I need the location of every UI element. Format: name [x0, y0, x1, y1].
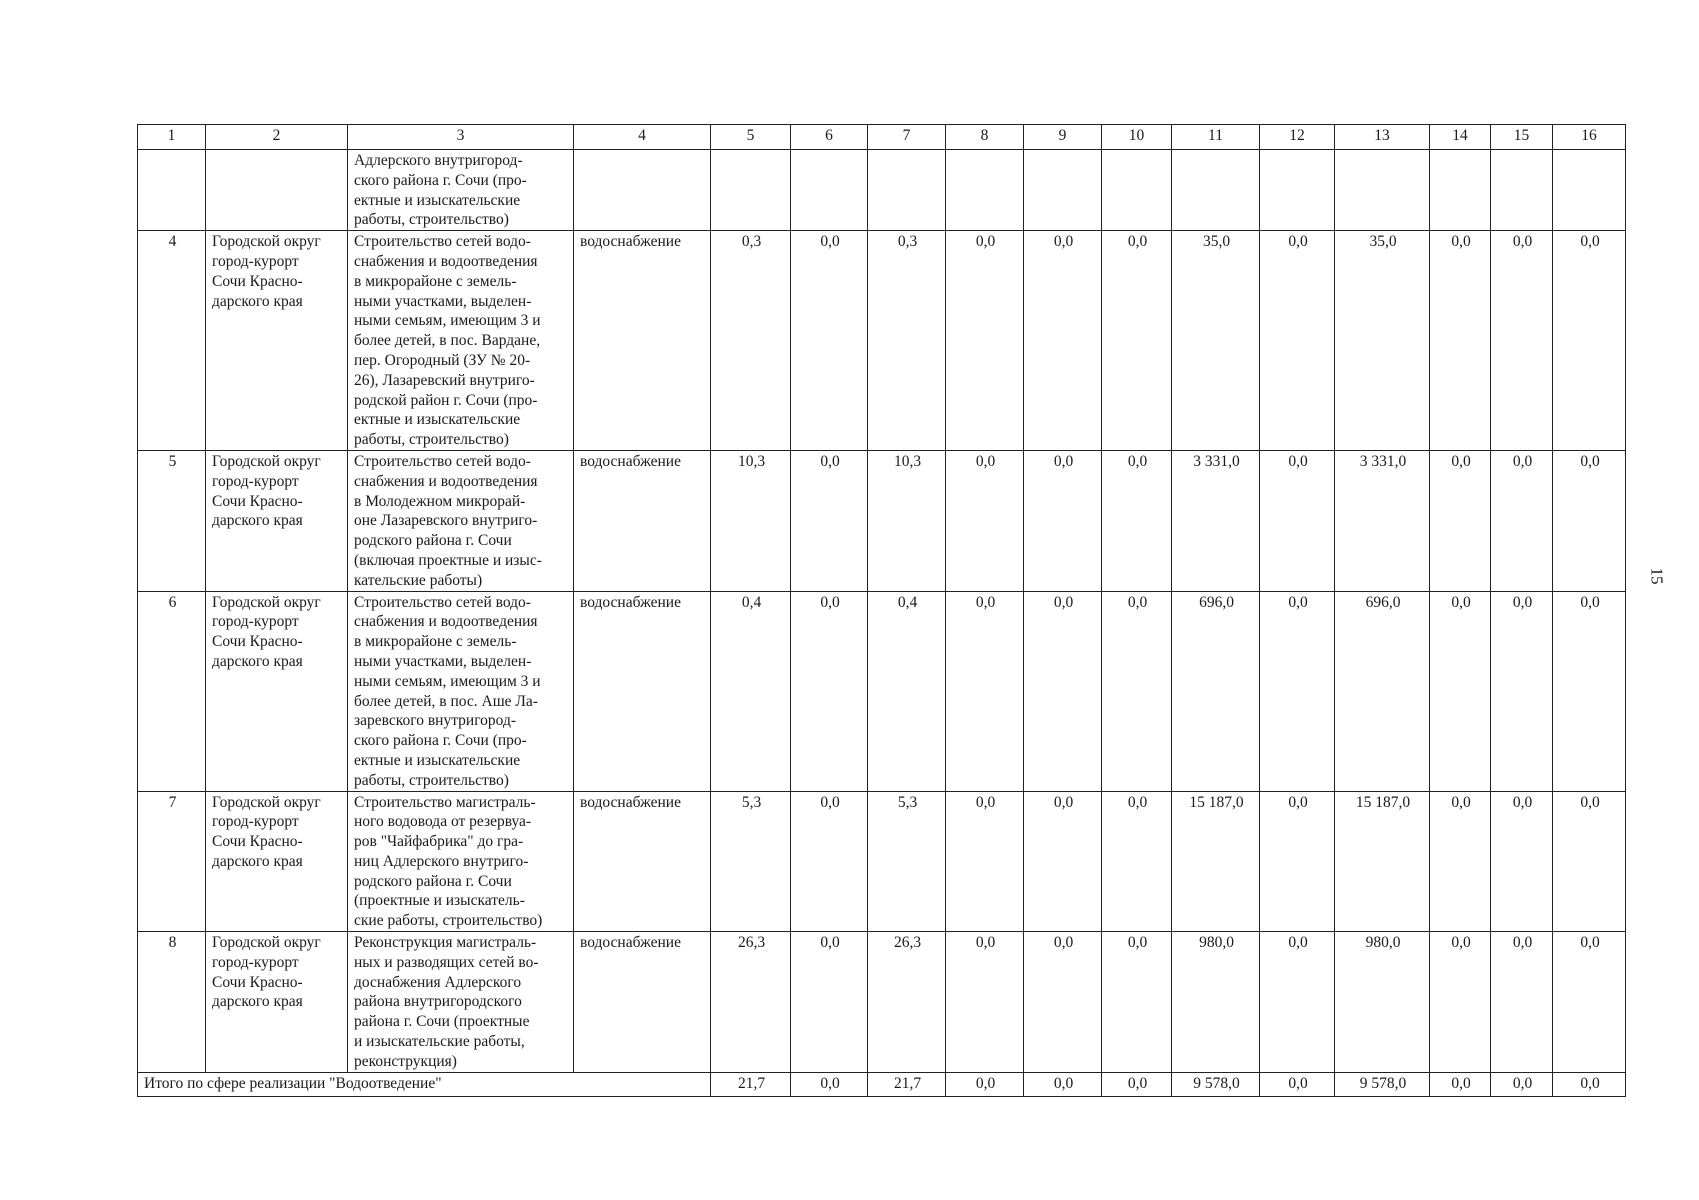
- value-cell: [791, 150, 868, 231]
- organization-cell: Городской округ город-курорт Сочи Красно- дарского края: [206, 591, 348, 791]
- value-cell: 0,0: [791, 450, 868, 591]
- organization-cell: Городской округ город-курорт Сочи Красно- дарского края: [206, 932, 348, 1073]
- value-cell: 15 187,0: [1335, 791, 1430, 932]
- value-cell: 0,0: [946, 791, 1024, 932]
- value-cell: 0,0: [1491, 791, 1553, 932]
- value-cell: 0,0: [1102, 591, 1172, 791]
- column-header: 11: [1172, 125, 1260, 150]
- value-cell: 35,0: [1172, 231, 1260, 451]
- column-header: 9: [1024, 125, 1102, 150]
- total-value-cell: 21,7: [868, 1072, 946, 1096]
- column-header: 4: [574, 125, 711, 150]
- value-cell: 0,0: [946, 450, 1024, 591]
- organization-cell: Городской округ город-курорт Сочи Красно- дарского края: [206, 231, 348, 451]
- value-cell: 35,0: [1335, 231, 1430, 451]
- column-header: 14: [1430, 125, 1491, 150]
- description-cell: Строительство магистраль- ного водовода от резервуа- ров "Чайфабрика" до гра- ниц Адлерского внутриго- родского района г. Сочи (проектные и изыскатель- ские работы, строительство): [348, 791, 574, 932]
- value-cell: 0,0: [1102, 932, 1172, 1073]
- page-number: 15: [1647, 567, 1667, 585]
- value-cell: 0,0: [1024, 231, 1102, 451]
- total-value-cell: 0,0: [791, 1072, 868, 1096]
- column-header: 16: [1553, 125, 1626, 150]
- sphere-cell: [574, 150, 711, 231]
- description-cell: Адлерского внутригород- ского района г. Сочи (про- ектные и изыскательские работы, строительство): [348, 150, 574, 231]
- value-cell: 5,3: [868, 791, 946, 932]
- value-cell: 0,0: [1553, 591, 1626, 791]
- value-cell: 0,0: [1260, 450, 1335, 591]
- total-value-cell: 0,0: [1491, 1072, 1553, 1096]
- column-header: 8: [946, 125, 1024, 150]
- column-header: 7: [868, 125, 946, 150]
- value-cell: 0,0: [791, 231, 868, 451]
- value-cell: 0,0: [946, 231, 1024, 451]
- value-cell: 0,0: [1024, 932, 1102, 1073]
- value-cell: 980,0: [1335, 932, 1430, 1073]
- value-cell: 0,0: [1430, 591, 1491, 791]
- value-cell: 0,0: [1491, 231, 1553, 451]
- value-cell: 0,0: [1430, 791, 1491, 932]
- column-header: 1: [138, 125, 206, 150]
- description-cell: Строительство сетей водо- снабжения и водоотведения в микрорайоне с земель- ными участками, выделен- ными семьям, имеющим 3 и более детей, в пос. Вардане, пер. Огородный (ЗУ № 20- 26), Лазаревский внутриго- родской район г. Сочи (про- ектные и изыскательские работы, строительство): [348, 231, 574, 451]
- investment-table: [137, 124, 1626, 1097]
- value-cell: 0,0: [1260, 791, 1335, 932]
- value-cell: [868, 150, 946, 231]
- total-value-cell: 0,0: [946, 1072, 1024, 1096]
- value-cell: 0,0: [1430, 231, 1491, 451]
- total-value-cell: 0,0: [1260, 1072, 1335, 1096]
- sphere-cell: водоснабжение: [574, 791, 711, 932]
- header-row: [138, 125, 1626, 150]
- column-header: 15: [1491, 125, 1553, 150]
- table-row: [138, 932, 1626, 1073]
- value-cell: 26,3: [711, 932, 791, 1073]
- value-cell: 0,0: [1260, 932, 1335, 1073]
- row-number: 8: [138, 932, 206, 1073]
- value-cell: 0,4: [868, 591, 946, 791]
- column-header: 2: [206, 125, 348, 150]
- organization-cell: Городской округ город-курорт Сочи Красно- дарского края: [206, 450, 348, 591]
- table-row: [138, 591, 1626, 791]
- total-value-cell: 21,7: [711, 1072, 791, 1096]
- table-row: [138, 791, 1626, 932]
- value-cell: [1491, 150, 1553, 231]
- row-number: 4: [138, 231, 206, 451]
- value-cell: 696,0: [1172, 591, 1260, 791]
- total-value-cell: 0,0: [1024, 1072, 1102, 1096]
- value-cell: 10,3: [868, 450, 946, 591]
- value-cell: 0,0: [1102, 791, 1172, 932]
- total-row: [138, 1072, 1626, 1096]
- table-row: [138, 450, 1626, 591]
- value-cell: 0,0: [1024, 591, 1102, 791]
- column-header: 5: [711, 125, 791, 150]
- value-cell: 0,0: [1491, 932, 1553, 1073]
- value-cell: [1335, 150, 1430, 231]
- value-cell: 0,0: [1024, 791, 1102, 932]
- value-cell: 0,0: [1430, 450, 1491, 591]
- value-cell: 0,0: [1024, 450, 1102, 591]
- total-value-cell: 9 578,0: [1172, 1072, 1260, 1096]
- value-cell: 0,0: [791, 932, 868, 1073]
- value-cell: 26,3: [868, 932, 946, 1073]
- total-value-cell: 0,0: [1430, 1072, 1491, 1096]
- sphere-cell: водоснабжение: [574, 591, 711, 791]
- total-value-cell: 0,0: [1553, 1072, 1626, 1096]
- value-cell: 0,0: [791, 591, 868, 791]
- table-row: [138, 231, 1626, 451]
- value-cell: 0,0: [1553, 791, 1626, 932]
- document-sheet: [137, 124, 1625, 1097]
- table-body: [138, 125, 1626, 1097]
- value-cell: [711, 150, 791, 231]
- value-cell: 0,0: [1102, 450, 1172, 591]
- value-cell: 696,0: [1335, 591, 1430, 791]
- value-cell: 0,3: [711, 231, 791, 451]
- column-header: 13: [1335, 125, 1430, 150]
- value-cell: 0,0: [946, 932, 1024, 1073]
- organization-cell: Городской округ город-курорт Сочи Красно- дарского края: [206, 791, 348, 932]
- value-cell: 0,4: [711, 591, 791, 791]
- row-number: 7: [138, 791, 206, 932]
- column-header: 12: [1260, 125, 1335, 150]
- value-cell: 3 331,0: [1172, 450, 1260, 591]
- column-header: 3: [348, 125, 574, 150]
- value-cell: 0,0: [1430, 932, 1491, 1073]
- value-cell: [1553, 150, 1626, 231]
- value-cell: [1102, 150, 1172, 231]
- description-cell: Реконструкция магистраль- ных и разводящих сетей во- доснабжения Адлерского района внутригородского района г. Сочи (проектные и изыскательские работы, реконструкция): [348, 932, 574, 1073]
- value-cell: 0,0: [1553, 932, 1626, 1073]
- value-cell: [1024, 150, 1102, 231]
- value-cell: 3 331,0: [1335, 450, 1430, 591]
- total-value-cell: 9 578,0: [1335, 1072, 1430, 1096]
- value-cell: 0,0: [1491, 450, 1553, 591]
- value-cell: [946, 150, 1024, 231]
- value-cell: [1260, 150, 1335, 231]
- sphere-cell: водоснабжение: [574, 932, 711, 1073]
- value-cell: 0,3: [868, 231, 946, 451]
- value-cell: 5,3: [711, 791, 791, 932]
- row-number: [138, 150, 206, 231]
- sphere-cell: водоснабжение: [574, 231, 711, 451]
- value-cell: 0,0: [1260, 231, 1335, 451]
- value-cell: 0,0: [1553, 231, 1626, 451]
- description-cell: Строительство сетей водо- снабжения и водоотведения в микрорайоне с земель- ными участками, выделен- ными семьям, имеющим 3 и более детей, в пос. Аше Ла- заревского внутригород- ского района г. Сочи (про- ектные и изыскательские работы, строительство): [348, 591, 574, 791]
- value-cell: 0,0: [791, 791, 868, 932]
- organization-cell: [206, 150, 348, 231]
- value-cell: 980,0: [1172, 932, 1260, 1073]
- row-number: 5: [138, 450, 206, 591]
- column-header: 10: [1102, 125, 1172, 150]
- table-row: [138, 150, 1626, 231]
- value-cell: 0,0: [1491, 591, 1553, 791]
- total-value-cell: 0,0: [1102, 1072, 1172, 1096]
- value-cell: 0,0: [946, 591, 1024, 791]
- sphere-cell: водоснабжение: [574, 450, 711, 591]
- description-cell: Строительство сетей водо- снабжения и водоотведения в Молодежном микрорай- оне Лазаревского внутриго- родского района г. Сочи (включая проектные и изыс- кательские работы): [348, 450, 574, 591]
- value-cell: 0,0: [1553, 450, 1626, 591]
- value-cell: [1172, 150, 1260, 231]
- value-cell: 15 187,0: [1172, 791, 1260, 932]
- value-cell: [1430, 150, 1491, 231]
- row-number: 6: [138, 591, 206, 791]
- value-cell: 0,0: [1260, 591, 1335, 791]
- value-cell: 0,0: [1102, 231, 1172, 451]
- total-label: Итого по сфере реализации "Водоотведение": [138, 1072, 711, 1096]
- value-cell: 10,3: [711, 450, 791, 591]
- column-header: 6: [791, 125, 868, 150]
